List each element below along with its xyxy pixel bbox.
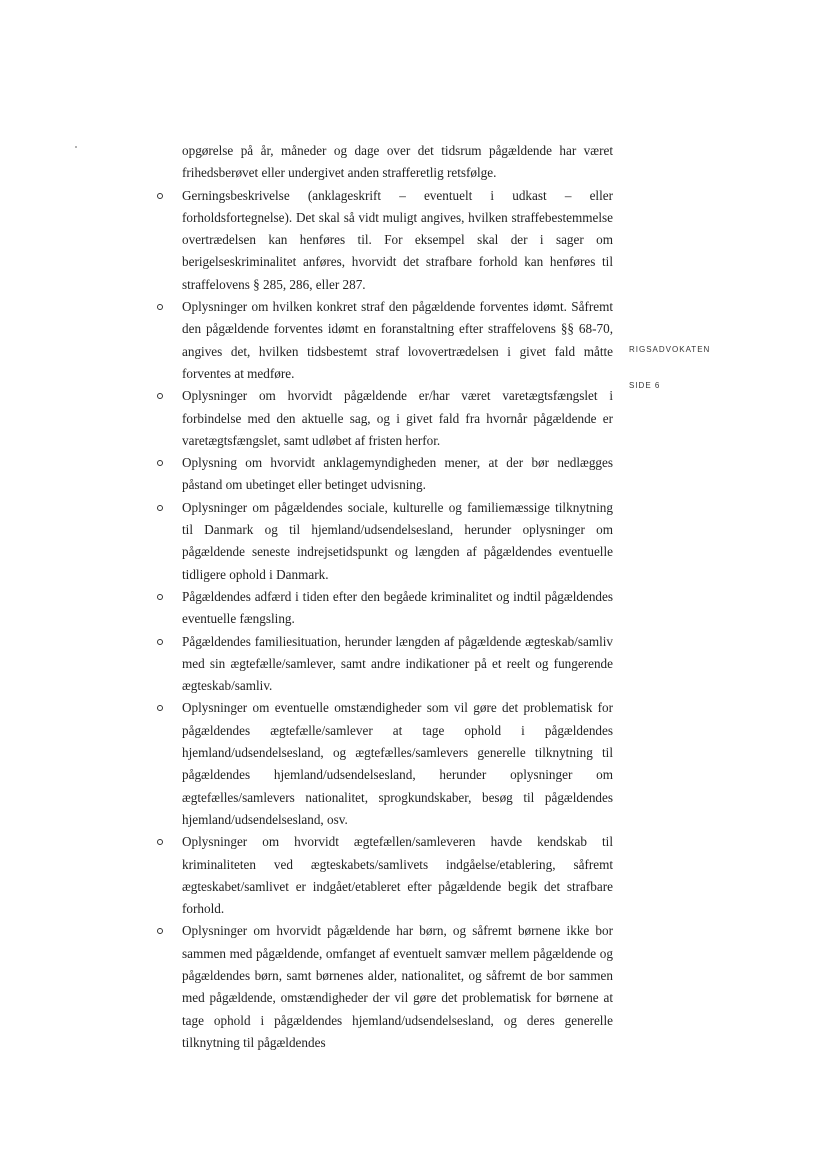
bullet-icon	[157, 505, 163, 511]
list-item-text: Pågældendes familiesituation, herunder længden af pågældende ægteskab/samliv med sin ægtefælle/samlever, samt andre indikationer på et reelt og fungerende ægteskab/samliv.	[182, 633, 613, 694]
list-item-text: Gerningsbeskrivelse (anklageskrift – eventuelt i udkast – eller forholdsfortegnelse). Det skal så vidt muligt angives, hvilken straffebestemmelse overtrædelsen kan henføres til. For eksempel skal der i sager om berigelseskriminalitet anføres, hvorvidt det strafbare forhold kan henføres til straffelovens § 285, 286, eller 287.	[182, 187, 613, 292]
list-item	[182, 185, 613, 296]
intro-paragraph: opgørelse på år, måneder og dage over det tidsrum pågældende har været frihedsberøvet eller undergivet anden strafferetlig retsfølge.	[182, 143, 613, 181]
sidebar-organization: RIGSADVOKATEN	[629, 345, 711, 354]
list-item	[182, 497, 613, 586]
list-item-text: Oplysninger om hvorvidt pågældende er/har været varetægtsfængslet i forbindelse med den aktuelle sag, og i givet fald fra hvornår pågældende er varetægtsfængslet, samt udløbet af fristen herfor.	[182, 388, 613, 448]
document-body	[182, 140, 613, 1054]
list-item	[182, 385, 613, 452]
list-item	[182, 586, 613, 631]
bullet-icon	[157, 393, 163, 399]
bullet-icon	[157, 928, 163, 934]
bullet-icon	[157, 304, 163, 310]
bullet-icon	[157, 839, 163, 845]
list-item	[182, 831, 613, 920]
bullet-icon	[157, 594, 163, 600]
list-item-text: Oplysninger om pågældendes sociale, kulturelle og familiemæssige tilknytning til Danmark og til hjemland/udsendelsesland, herunder oplysninger om pågældende seneste indrejsetidspunkt og længden af pågældendes eventuelle tidligere ophold i Danmark.	[182, 499, 613, 582]
list-item-text: Oplysning om hvorvidt anklagemyndigheden mener, at der bør nedlægges påstand om ubetinget eller betinget udvisning.	[182, 455, 613, 493]
bullet-icon	[157, 639, 163, 645]
scan-speck	[75, 146, 77, 148]
list-item-text: Oplysninger om hvilken konkret straf den pågældende forventes idømt. Såfremt den pågældende forventes idømt en foranstaltning efter straffelovens §§ 68-70, angives det, hvilken tidsbestemt straf lovovertrædelsen i givet fald måtte forventes at medføre.	[182, 299, 613, 381]
sidebar-page-number: SIDE 6	[629, 381, 661, 390]
bullet-list	[182, 185, 613, 1055]
list-item-text: Oplysninger om hvorvidt pågældende har børn, og såfremt børnene ikke bor sammen med pågældende, omfanget af eventuelt samvær mellem pågældende og pågældendes børn, samt børnenes alder, nationalitet, og såfremt de bor sammen med pågældende, omstændigheder der vil gøre det problematisk for børnene at tage ophold i pågældendes hjemland/udsendelsesland, og deres generelle tilknytning til pågældendes	[182, 923, 613, 1050]
list-item-text: Pågældendes adfærd i tiden efter den begåede kriminalitet og indtil pågældendes eventuelle fængsling.	[182, 588, 613, 627]
list-item-text: Oplysninger om eventuelle omstændigheder som vil gøre det problematisk for pågældendes ægtefælle/samlever at tage ophold i pågældendes hjemland/udsendelsesland, og ægtefælles/samlevers generelle tilknytning til pågældendes hjemland/udsendelsesland, herunder oplysninger om ægtefælles/samlevers nationalitet, sprogkundskaber, besøg til pågældendes hjemland/udsendelsesland, osv.	[182, 700, 613, 827]
list-item	[182, 452, 613, 497]
list-item-text: Oplysninger om hvorvidt ægtefællen/samleveren havde kendskab til kriminaliteten ved ægteskabets/samlivets indgåelse/etablering, såfremt ægteskabet/samlivet er indgået/etableret efter pågældende begik det strafbare forhold.	[182, 834, 613, 917]
list-item	[182, 920, 613, 1054]
bullet-icon	[157, 193, 163, 199]
list-item	[182, 697, 613, 831]
bullet-icon	[157, 460, 163, 466]
bullet-icon	[157, 705, 163, 711]
list-item	[182, 296, 613, 385]
list-item	[182, 631, 613, 698]
